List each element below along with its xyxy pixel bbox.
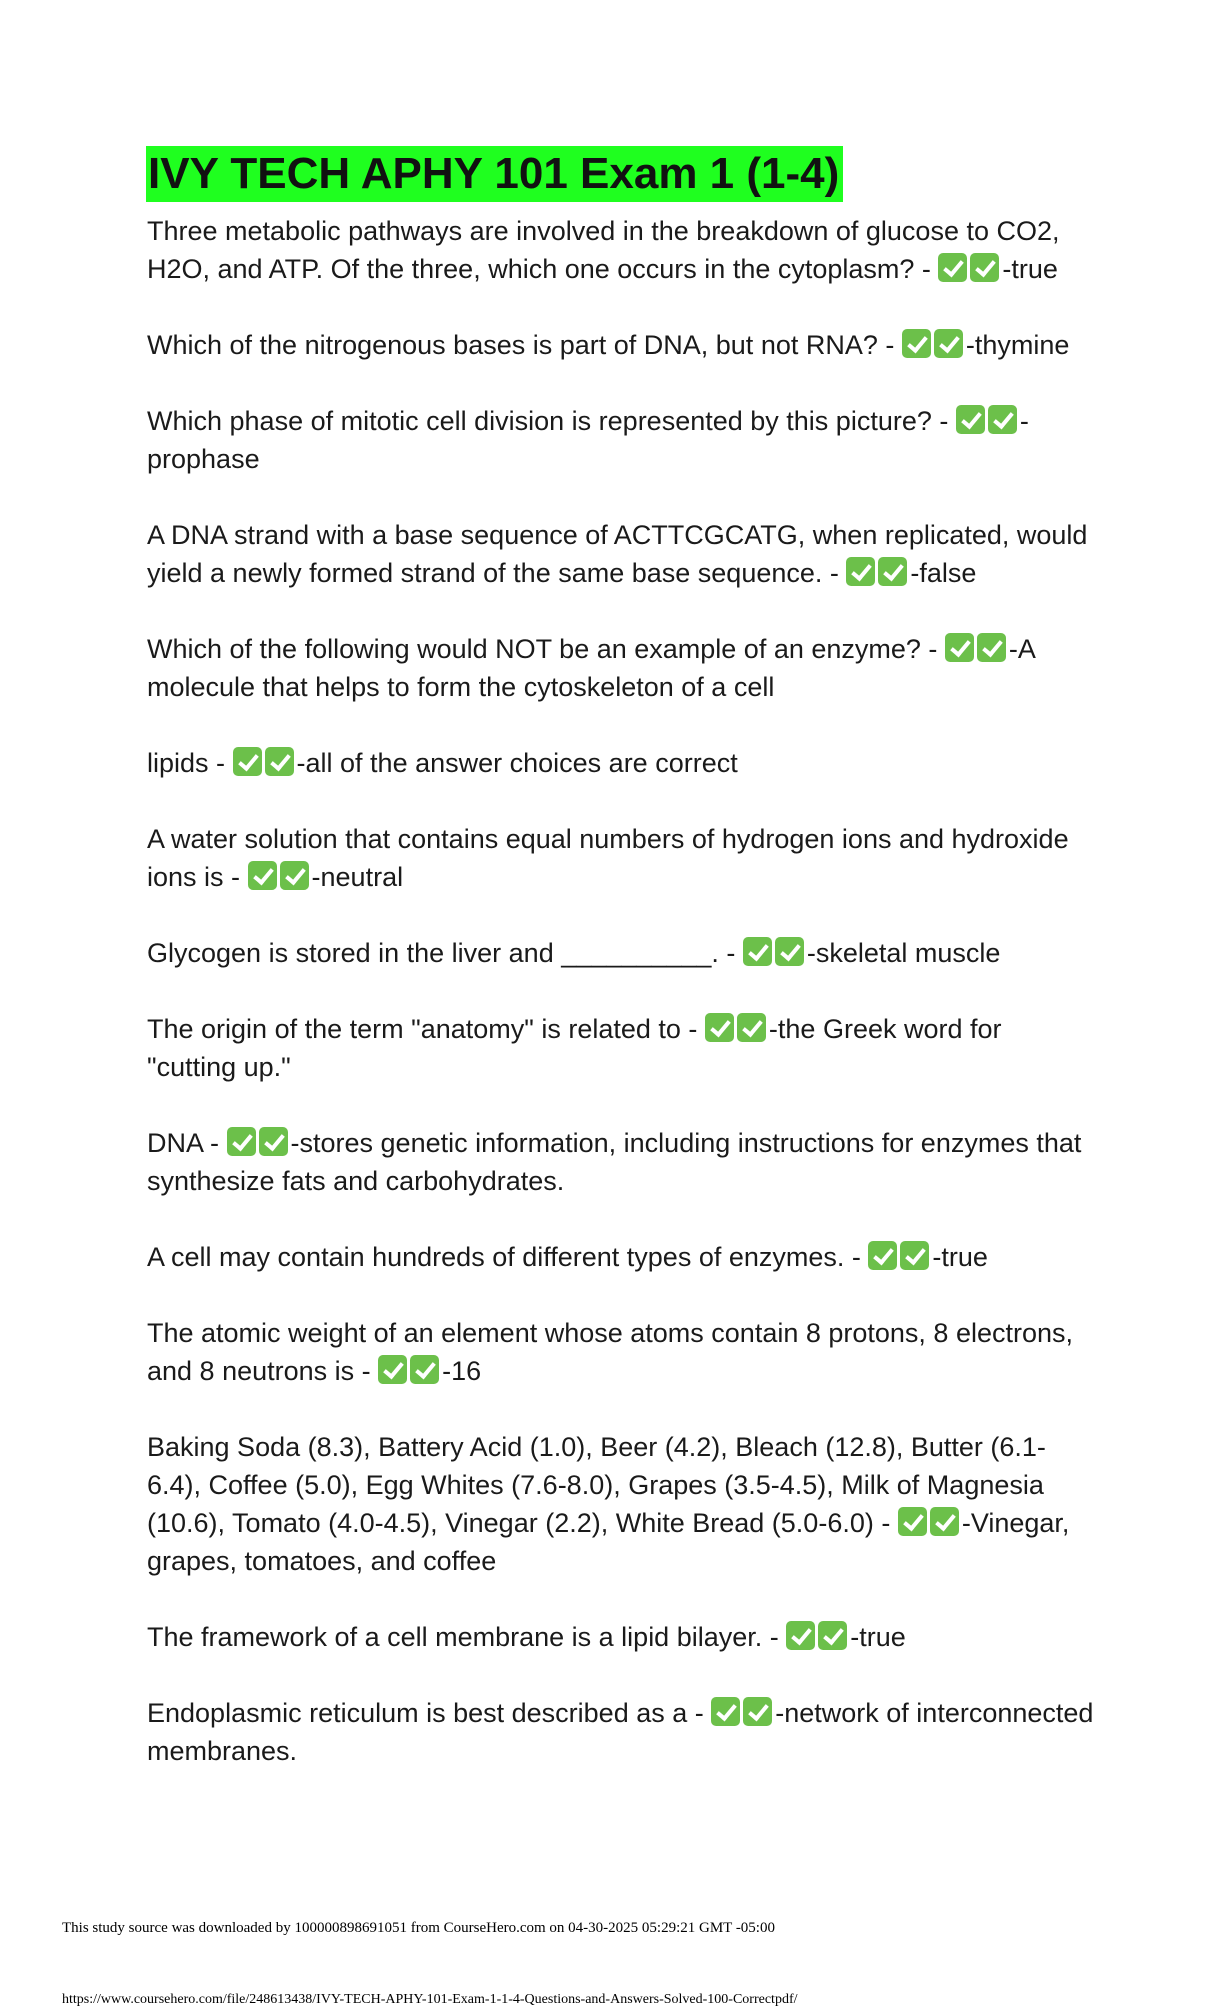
check-mark-icon xyxy=(233,747,262,776)
check-mark-icon xyxy=(711,1697,740,1726)
question-text: Which phase of mitotic cell division is represented by this picture? - xyxy=(147,406,956,436)
answer-text: -stores genetic information, including instructions for enzymes that synthesize fats and carbohydrates. xyxy=(147,1128,1089,1196)
question-text: Baking Soda (8.3), Battery Acid (1.0), Beer (4.2), Bleach (12.8), Butter (6.1-6.4), Coffee (5.0), Egg Whites (7.6-8.0), Grapes (3.5-4.5), Milk of Magnesia (10.6), Tomato (4.0-4.5), Vinegar (2.2), White Bread (5.0-6.0) - xyxy=(147,1432,1052,1538)
question-text: Glycogen is stored in the liver and __________. - xyxy=(147,938,743,968)
check-mark-icon xyxy=(743,937,772,966)
check-mark-icon xyxy=(743,1697,772,1726)
qa-item xyxy=(147,1314,1097,1390)
qa-item xyxy=(147,1694,1101,1770)
check-mark-icon xyxy=(775,937,804,966)
check-mark-icon xyxy=(970,253,999,282)
answer-text: -thymine xyxy=(965,330,1070,360)
qa-item xyxy=(147,516,1097,592)
check-mark-icon xyxy=(988,405,1017,434)
qa-item xyxy=(147,402,1097,478)
answer-text: -A molecule that helps to form the cytoskeleton of a cell xyxy=(147,634,1042,702)
answer-text: -prophase xyxy=(147,406,1029,474)
source-url[interactable]: https://www.coursehero.com/file/248613438/IVY-TECH-APHY-101-Exam-1-1-4-Questions-and-Answers-Solved-100-Correctpdf/ xyxy=(62,1992,798,2007)
check-mark-icon xyxy=(945,633,974,662)
check-mark-icon xyxy=(818,1621,847,1650)
answer-text: -false xyxy=(910,558,977,588)
answer-text: -neutral xyxy=(311,862,404,892)
question-text: lipids - xyxy=(147,748,233,778)
check-mark-icon xyxy=(846,557,875,586)
question-text: Which of the nitrogenous bases is part of DNA, but not RNA? - xyxy=(147,330,902,360)
question-text: The origin of the term "anatomy" is related to - xyxy=(147,1014,705,1044)
check-mark-icon xyxy=(938,253,967,282)
answer-text: -16 xyxy=(442,1356,482,1386)
check-mark-icon xyxy=(898,1507,927,1536)
qa-item xyxy=(147,630,1097,706)
check-mark-icon xyxy=(977,633,1006,662)
qa-list xyxy=(147,212,1101,1808)
question-text: Endoplasmic reticulum is best described as a - xyxy=(147,1698,712,1728)
qa-item xyxy=(147,1124,1097,1200)
check-mark-icon xyxy=(259,1127,288,1156)
qa-item xyxy=(147,1618,1097,1656)
check-mark-icon xyxy=(902,329,931,358)
check-mark-icon xyxy=(227,1127,256,1156)
answer-text: -true xyxy=(850,1622,906,1652)
check-mark-icon xyxy=(900,1241,929,1270)
check-mark-icon xyxy=(956,405,985,434)
question-text: Which of the following would NOT be an example of an enzyme? - xyxy=(147,634,945,664)
answer-text: -true xyxy=(932,1242,988,1272)
question-text: DNA - xyxy=(147,1128,227,1158)
check-mark-icon xyxy=(868,1241,897,1270)
question-text: Three metabolic pathways are involved in the breakdown of glucose to CO2, H2O, and ATP. Of the three, which one occurs in the cytoplasm? - xyxy=(147,216,1068,284)
qa-item xyxy=(147,1428,1097,1580)
question-text: A water solution that contains equal numbers of hydrogen ions and hydroxide ions is - xyxy=(147,824,1077,892)
answer-text: -all of the answer choices are correct xyxy=(296,748,738,778)
check-mark-icon xyxy=(378,1355,407,1384)
question-text: A DNA strand with a base sequence of ACTTCGCATG, when replicated, would yield a newly formed strand of the same base sequence. - xyxy=(147,520,1095,588)
check-mark-icon xyxy=(280,861,309,890)
question-text: A cell may contain hundreds of different types of enzymes. - xyxy=(147,1242,869,1272)
answer-text: -Vinegar, grapes, tomatoes, and coffee xyxy=(147,1508,1077,1576)
answer-text: -the Greek word for "cutting up." xyxy=(147,1014,1010,1082)
check-mark-icon xyxy=(737,1013,766,1042)
check-mark-icon xyxy=(930,1507,959,1536)
check-mark-icon xyxy=(410,1355,439,1384)
question-text: The atomic weight of an element whose atoms contain 8 protons, 8 electrons, and 8 neutrons is - xyxy=(147,1318,1081,1386)
qa-item xyxy=(147,820,1097,896)
qa-item xyxy=(147,1238,1097,1276)
qa-item xyxy=(147,212,1097,288)
answer-text: -network of interconnected membranes. xyxy=(147,1698,1101,1766)
check-mark-icon xyxy=(248,861,277,890)
qa-item xyxy=(147,326,1097,364)
answer-text: -skeletal muscle xyxy=(806,938,1001,968)
qa-item xyxy=(147,1010,1097,1086)
check-mark-icon xyxy=(934,329,963,358)
qa-item xyxy=(147,934,1097,972)
download-note: This study source was downloaded by 100000898691051 from CourseHero.com on 04-30-2025 05:29:21 GMT -05:00 xyxy=(62,1920,775,1936)
check-mark-icon xyxy=(786,1621,815,1650)
check-mark-icon xyxy=(265,747,294,776)
answer-text: -true xyxy=(1002,254,1058,284)
check-mark-icon xyxy=(705,1013,734,1042)
check-mark-icon xyxy=(878,557,907,586)
question-text: The framework of a cell membrane is a lipid bilayer. - xyxy=(147,1622,787,1652)
qa-item xyxy=(147,744,1097,782)
document-title: IVY TECH APHY 101 Exam 1 (1-4) xyxy=(146,146,843,202)
